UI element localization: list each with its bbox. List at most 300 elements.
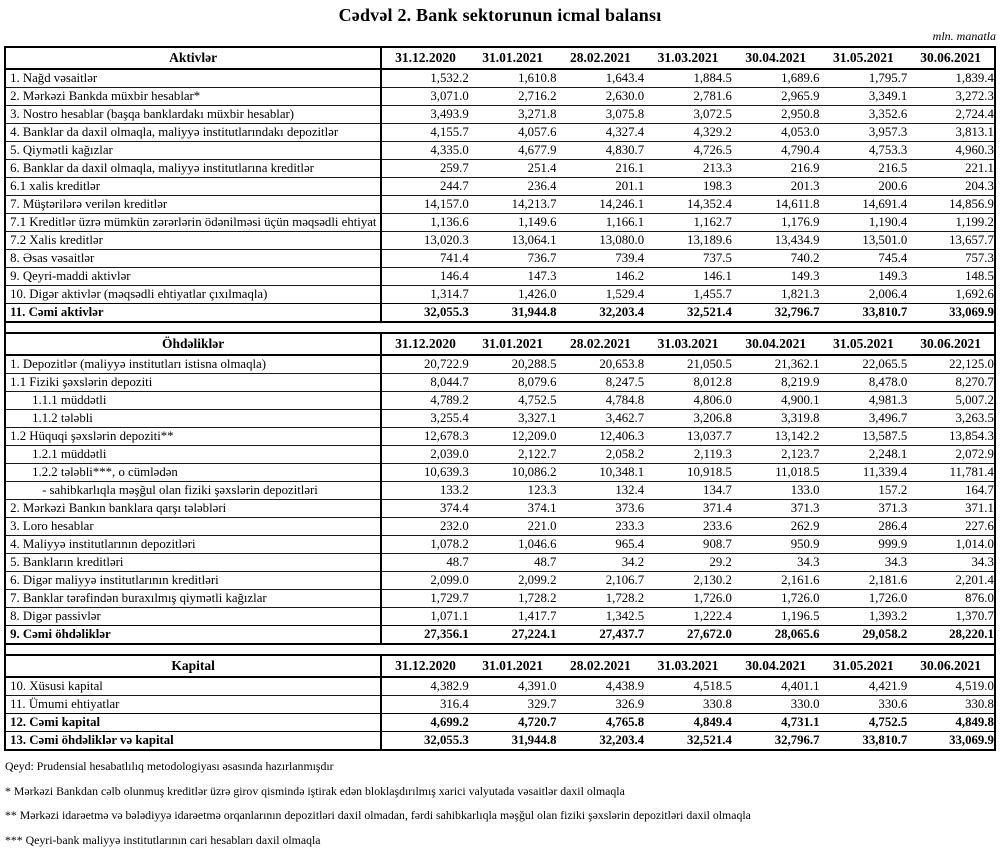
cell-value: 13,657.7	[907, 232, 995, 250]
footnote: Qeyd: Prudensial hesabatlılıq metodologiyası əsasında hazırlanmışdır	[5, 759, 334, 773]
row-label: 11. Cəmi aktivlər	[5, 304, 381, 323]
cell-value: 371.3	[820, 500, 908, 518]
cell-value: 3,263.5	[907, 410, 995, 428]
column-header: 28.02.2021	[556, 47, 644, 69]
cell-value: 8,012.8	[644, 374, 732, 392]
cell-value: 4,053.0	[732, 124, 820, 142]
cell-value: 3,319.8	[732, 410, 820, 428]
column-header: 31.01.2021	[469, 333, 557, 355]
cell-value: 10,086.2	[469, 464, 557, 482]
cell-value: 2,106.7	[556, 572, 644, 590]
cell-value: 31,944.8	[469, 732, 557, 751]
cell-value: 2,122.7	[469, 446, 557, 464]
cell-value: 4,806.0	[644, 392, 732, 410]
cell-value: 21,050.5	[644, 355, 732, 374]
cell-value: 29.2	[644, 554, 732, 572]
cell-value: 262.9	[732, 518, 820, 536]
cell-value: 4,519.0	[907, 677, 995, 696]
column-header: 31.12.2020	[381, 333, 469, 355]
table-row	[5, 482, 995, 500]
table-row	[5, 69, 995, 88]
table-row	[5, 214, 995, 232]
cell-value: 2,006.4	[820, 286, 908, 304]
cell-value: 3,496.7	[820, 410, 908, 428]
cell-value: 1,529.4	[556, 286, 644, 304]
cell-value: 3,271.8	[469, 106, 557, 124]
cell-value: 736.7	[469, 250, 557, 268]
balance-table-body	[5, 47, 995, 750]
cell-value: 32,203.4	[556, 304, 644, 323]
table-row	[5, 250, 995, 268]
cell-value: 740.2	[732, 250, 820, 268]
cell-value: 34.3	[820, 554, 908, 572]
cell-value: 326.9	[556, 696, 644, 714]
row-label: 10. Digər aktivlər (məqsədli ehtiyatlar çıxılmaqla)	[5, 286, 381, 304]
cell-value: 329.7	[469, 696, 557, 714]
cell-value: 1,149.6	[469, 214, 557, 232]
cell-value: 201.3	[732, 178, 820, 196]
cell-value: 198.3	[644, 178, 732, 196]
footnote: ** Mərkəzi idarəetmə və bələdiyyə idarəetmə orqanlarının depozitləri daxil olmadan, fərdi sahibkarlıqla məşğul olan fiziki şəxslərin depozitləri daxil olmaqla	[5, 808, 751, 823]
cell-value: 28,065.6	[732, 626, 820, 645]
cell-value: 2,716.2	[469, 88, 557, 106]
row-label: 6.1 xalis kreditlər	[5, 178, 381, 196]
cell-value: 1,071.1	[381, 608, 469, 626]
cell-value: 374.1	[469, 500, 557, 518]
section-separator	[5, 644, 995, 655]
cell-value: 2,072.9	[907, 446, 995, 464]
cell-value: 8,478.0	[820, 374, 908, 392]
cell-value: 148.5	[907, 268, 995, 286]
column-header: 31.01.2021	[469, 655, 557, 677]
cell-value: 14,213.7	[469, 196, 557, 214]
cell-value: 13,037.7	[644, 428, 732, 446]
cell-value: 1,370.7	[907, 608, 995, 626]
row-label: 2. Mərkəzi Bankda müxbir hesablar*	[5, 88, 381, 106]
table-row	[5, 304, 995, 323]
cell-value: 27,672.0	[644, 626, 732, 645]
row-label: 7. Banklar tərəfindən buraxılmış qiymətli kağızlar	[5, 590, 381, 608]
cell-value: 213.3	[644, 160, 732, 178]
table-row	[5, 160, 995, 178]
row-label: 3. Nostro hesablar (başqa banklardakı müxbir hesablar)	[5, 106, 381, 124]
cell-value: 5,007.2	[907, 392, 995, 410]
column-header: 30.04.2021	[732, 655, 820, 677]
table-row	[5, 732, 995, 751]
cell-value: 32,521.4	[644, 304, 732, 323]
cell-value: 999.9	[820, 536, 908, 554]
cell-value: 371.3	[732, 500, 820, 518]
column-header: 30.06.2021	[907, 333, 995, 355]
cell-value: 330.8	[907, 696, 995, 714]
row-label: 9. Cəmi öhdəliklər	[5, 626, 381, 645]
separator-cell	[5, 644, 995, 655]
cell-value: 4,335.0	[381, 142, 469, 160]
cell-value: 4,753.3	[820, 142, 908, 160]
cell-value: 8,247.5	[556, 374, 644, 392]
row-label: 5. Bankların kreditləri	[5, 554, 381, 572]
table-row	[5, 428, 995, 446]
cell-value: 13,020.3	[381, 232, 469, 250]
row-label: 8. Digər passivlər	[5, 608, 381, 626]
cell-value: 29,058.2	[820, 626, 908, 645]
cell-value: 4,765.8	[556, 714, 644, 732]
column-header: 28.02.2021	[556, 655, 644, 677]
cell-value: 8,219.9	[732, 374, 820, 392]
cell-value: 4,720.7	[469, 714, 557, 732]
cell-value: 33,810.7	[820, 732, 908, 751]
cell-value: 4,784.8	[556, 392, 644, 410]
cell-value: 1,014.0	[907, 536, 995, 554]
cell-value: 149.3	[820, 268, 908, 286]
cell-value: 4,518.5	[644, 677, 732, 696]
cell-value: 14,352.4	[644, 196, 732, 214]
cell-value: 2,201.4	[907, 572, 995, 590]
cell-value: 221.1	[907, 160, 995, 178]
row-label: 9. Qeyri-maddi aktivlər	[5, 268, 381, 286]
cell-value: 34.3	[907, 554, 995, 572]
cell-value: 22,065.5	[820, 355, 908, 374]
cell-value: 8,270.7	[907, 374, 995, 392]
cell-value: 32,521.4	[644, 732, 732, 751]
cell-value: 13,189.6	[644, 232, 732, 250]
cell-value: 28,220.1	[907, 626, 995, 645]
cell-value: 2,781.6	[644, 88, 732, 106]
cell-value: 33,069.9	[907, 732, 995, 751]
table-row	[5, 677, 995, 696]
row-label: 1. Depozitlər (maliyyə institutları istisna olmaqla)	[5, 355, 381, 374]
cell-value: 2,248.1	[820, 446, 908, 464]
table-row	[5, 714, 995, 732]
column-header: 30.06.2021	[907, 655, 995, 677]
cell-value: 1,342.5	[556, 608, 644, 626]
table-row	[5, 518, 995, 536]
cell-value: 1,176.9	[732, 214, 820, 232]
cell-value: 1,726.0	[644, 590, 732, 608]
cell-value: 227.6	[907, 518, 995, 536]
row-label: 1.2.1 müddətli	[5, 446, 381, 464]
row-label: 10. Xüsusi kapital	[5, 677, 381, 696]
table-row	[5, 392, 995, 410]
table-row	[5, 106, 995, 124]
cell-value: 20,653.8	[556, 355, 644, 374]
cell-value: 1,222.4	[644, 608, 732, 626]
column-header: 30.04.2021	[732, 333, 820, 355]
cell-value: 27,437.7	[556, 626, 644, 645]
row-label: 1.2 Hüquqi şəxslərin depoziti**	[5, 428, 381, 446]
cell-value: 14,691.4	[820, 196, 908, 214]
cell-value: 11,018.5	[732, 464, 820, 482]
cell-value: 1,610.8	[469, 69, 557, 88]
cell-value: 27,224.1	[469, 626, 557, 645]
cell-value: 2,099.0	[381, 572, 469, 590]
cell-value: 20,288.5	[469, 355, 557, 374]
cell-value: 374.4	[381, 500, 469, 518]
cell-value: 1,884.5	[644, 69, 732, 88]
table-row	[5, 232, 995, 250]
cell-value: 2,950.8	[732, 106, 820, 124]
cell-value: 757.3	[907, 250, 995, 268]
cell-value: 251.4	[469, 160, 557, 178]
cell-value: 132.4	[556, 482, 644, 500]
cell-value: 4,329.2	[644, 124, 732, 142]
cell-value: 4,830.7	[556, 142, 644, 160]
cell-value: 745.4	[820, 250, 908, 268]
row-label: 7.2 Xalis kreditlər	[5, 232, 381, 250]
cell-value: 4,382.9	[381, 677, 469, 696]
cell-value: 3,462.7	[556, 410, 644, 428]
table-row	[5, 124, 995, 142]
separator-cell	[5, 322, 995, 333]
column-header: 31.01.2021	[469, 47, 557, 69]
cell-value: 1,728.2	[556, 590, 644, 608]
cell-value: 11,781.4	[907, 464, 995, 482]
cell-value: 4,155.7	[381, 124, 469, 142]
cell-value: 1,393.2	[820, 608, 908, 626]
cell-value: 233.3	[556, 518, 644, 536]
cell-value: 4,849.4	[644, 714, 732, 732]
cell-value: 259.7	[381, 160, 469, 178]
cell-value: 31,944.8	[469, 304, 557, 323]
row-label: 12. Cəmi kapital	[5, 714, 381, 732]
cell-value: 4,057.6	[469, 124, 557, 142]
cell-value: 146.1	[644, 268, 732, 286]
row-label: 5. Qiymətli kağızlar	[5, 142, 381, 160]
cell-value: 13,080.0	[556, 232, 644, 250]
cell-value: 3,493.9	[381, 106, 469, 124]
column-header: 31.05.2021	[820, 655, 908, 677]
cell-value: 34.2	[556, 554, 644, 572]
cell-value: 1,839.4	[907, 69, 995, 88]
cell-value: 2,039.0	[381, 446, 469, 464]
cell-value: 21,362.1	[732, 355, 820, 374]
cell-value: 232.0	[381, 518, 469, 536]
cell-value: 14,611.8	[732, 196, 820, 214]
column-header: 31.03.2021	[644, 655, 732, 677]
cell-value: 10,918.5	[644, 464, 732, 482]
cell-value: 3,352.6	[820, 106, 908, 124]
cell-value: 371.1	[907, 500, 995, 518]
cell-value: 1,199.2	[907, 214, 995, 232]
cell-value: 1,314.7	[381, 286, 469, 304]
cell-value: 1,455.7	[644, 286, 732, 304]
cell-value: 2,119.3	[644, 446, 732, 464]
cell-value: 12,678.3	[381, 428, 469, 446]
cell-value: 4,789.2	[381, 392, 469, 410]
cell-value: 1,795.7	[820, 69, 908, 88]
table-row	[5, 196, 995, 214]
cell-value: 32,203.4	[556, 732, 644, 751]
table-row	[5, 268, 995, 286]
cell-value: 10,639.3	[381, 464, 469, 482]
cell-value: 22,125.0	[907, 355, 995, 374]
table-row	[5, 446, 995, 464]
table-row	[5, 536, 995, 554]
cell-value: 133.2	[381, 482, 469, 500]
cell-value: 1,532.2	[381, 69, 469, 88]
table-row	[5, 554, 995, 572]
cell-value: 3,272.3	[907, 88, 995, 106]
column-header: 31.12.2020	[381, 655, 469, 677]
cell-value: 4,900.1	[732, 392, 820, 410]
table-row	[5, 142, 995, 160]
cell-value: 157.2	[820, 482, 908, 500]
cell-value: 3,206.8	[644, 410, 732, 428]
table-row	[5, 355, 995, 374]
cell-value: 741.4	[381, 250, 469, 268]
cell-value: 1,689.6	[732, 69, 820, 88]
cell-value: 4,849.8	[907, 714, 995, 732]
cell-value: 244.7	[381, 178, 469, 196]
row-label: 4. Banklar da daxil olmaqla, maliyyə institutlarındakı depozitlər	[5, 124, 381, 142]
cell-value: 216.5	[820, 160, 908, 178]
cell-value: 233.6	[644, 518, 732, 536]
cell-value: 20,722.9	[381, 355, 469, 374]
cell-value: 1,190.4	[820, 214, 908, 232]
cell-value: 3,255.4	[381, 410, 469, 428]
cell-value: 1,136.6	[381, 214, 469, 232]
row-label: 1.1 Fiziki şəxslərin depoziti	[5, 374, 381, 392]
cell-value: 11,339.4	[820, 464, 908, 482]
cell-value: 14,856.9	[907, 196, 995, 214]
cell-value: 201.1	[556, 178, 644, 196]
cell-value: 14,246.1	[556, 196, 644, 214]
table-row	[5, 590, 995, 608]
table-row	[5, 410, 995, 428]
footnote: * Mərkəzi Bankdan cəlb olunmuş kreditlər üzrə girov qismində iştirak edən bloklaşdırılmış xarici valyutada vəsaitlər daxil olmaqla	[5, 783, 625, 798]
column-header: 30.04.2021	[732, 47, 820, 69]
cell-value: 8,079.6	[469, 374, 557, 392]
cell-value: 1,643.4	[556, 69, 644, 88]
cell-value: 146.4	[381, 268, 469, 286]
cell-value: 13,587.5	[820, 428, 908, 446]
section-separator	[5, 322, 995, 333]
table-row	[5, 696, 995, 714]
cell-value: 4,726.5	[644, 142, 732, 160]
cell-value: 34.3	[732, 554, 820, 572]
row-label: 7. Müştərilərə verilən kreditlər	[5, 196, 381, 214]
row-label: 1.1.2 tələbli	[5, 410, 381, 428]
cell-value: 32,796.7	[732, 304, 820, 323]
cell-value: 737.5	[644, 250, 732, 268]
cell-value: 13,501.0	[820, 232, 908, 250]
section-title: Öhdəliklər	[5, 333, 381, 355]
cell-value: 2,965.9	[732, 88, 820, 106]
cell-value: 3,957.3	[820, 124, 908, 142]
table-row	[5, 626, 995, 645]
cell-value: 32,796.7	[732, 732, 820, 751]
table-row	[5, 572, 995, 590]
cell-value: 4,677.9	[469, 142, 557, 160]
cell-value: 134.7	[644, 482, 732, 500]
cell-value: 1,078.2	[381, 536, 469, 554]
cell-value: 221.0	[469, 518, 557, 536]
footnote: *** Qeyri-bank maliyyə institutlarının cari hesabları daxil olmaqla	[5, 833, 321, 848]
cell-value: 330.0	[732, 696, 820, 714]
cell-value: 1,726.0	[732, 590, 820, 608]
column-header: 31.05.2021	[820, 47, 908, 69]
cell-value: 12,209.0	[469, 428, 557, 446]
cell-value: 316.4	[381, 696, 469, 714]
unit-label: mln. manatla	[932, 29, 996, 43]
section-header-row	[5, 47, 995, 69]
row-label: 2. Mərkəzi Bankın banklara qarşı tələbləri	[5, 500, 381, 518]
cell-value: 33,810.7	[820, 304, 908, 323]
cell-value: 4,401.1	[732, 677, 820, 696]
cell-value: 32,055.3	[381, 304, 469, 323]
cell-value: 4,790.4	[732, 142, 820, 160]
cell-value: 2,099.2	[469, 572, 557, 590]
cell-value: 14,157.0	[381, 196, 469, 214]
cell-value: 4,421.9	[820, 677, 908, 696]
cell-value: 146.2	[556, 268, 644, 286]
cell-value: 123.3	[469, 482, 557, 500]
cell-value: 216.9	[732, 160, 820, 178]
cell-value: 286.4	[820, 518, 908, 536]
cell-value: 1,728.2	[469, 590, 557, 608]
cell-value: 200.6	[820, 178, 908, 196]
cell-value: 4,699.2	[381, 714, 469, 732]
cell-value: 371.4	[644, 500, 732, 518]
cell-value: 4,960.3	[907, 142, 995, 160]
row-label: 1.1.1 müddətli	[5, 392, 381, 410]
cell-value: 147.3	[469, 268, 557, 286]
cell-value: 10,348.1	[556, 464, 644, 482]
row-label: - sahibkarlıqla məşğul olan fiziki şəxslərin depozitləri	[5, 482, 381, 500]
cell-value: 1,046.6	[469, 536, 557, 554]
cell-value: 1,426.0	[469, 286, 557, 304]
cell-value: 2,130.2	[644, 572, 732, 590]
page-title: Cədvəl 2. Bank sektorunun icmal balansı	[338, 5, 662, 25]
row-label: 13. Cəmi öhdəliklər və kapital	[5, 732, 381, 751]
cell-value: 739.4	[556, 250, 644, 268]
row-label: 6. Banklar da daxil olmaqla, maliyyə institutlarına kreditlər	[5, 160, 381, 178]
column-header: 31.12.2020	[381, 47, 469, 69]
cell-value: 4,752.5	[820, 714, 908, 732]
cell-value: 3,327.1	[469, 410, 557, 428]
cell-value: 1,196.5	[732, 608, 820, 626]
cell-value: 216.1	[556, 160, 644, 178]
section-title: Kapital	[5, 655, 381, 677]
table-row	[5, 608, 995, 626]
section-header-row	[5, 333, 995, 355]
cell-value: 1,417.7	[469, 608, 557, 626]
column-header: 31.03.2021	[644, 47, 732, 69]
cell-value: 32,055.3	[381, 732, 469, 751]
cell-value: 1,726.0	[820, 590, 908, 608]
cell-value: 3,071.0	[381, 88, 469, 106]
cell-value: 876.0	[907, 590, 995, 608]
row-label: 4. Maliyyə institutlarının depozitləri	[5, 536, 381, 554]
cell-value: 149.3	[732, 268, 820, 286]
table-row	[5, 374, 995, 392]
cell-value: 4,327.4	[556, 124, 644, 142]
cell-value: 4,438.9	[556, 677, 644, 696]
cell-value: 1,692.6	[907, 286, 995, 304]
column-header: 30.06.2021	[907, 47, 995, 69]
cell-value: 164.7	[907, 482, 995, 500]
cell-value: 330.8	[644, 696, 732, 714]
row-label: 1. Nağd vəsaitlər	[5, 69, 381, 88]
cell-value: 3,813.1	[907, 124, 995, 142]
cell-value: 3,075.8	[556, 106, 644, 124]
cell-value: 2,058.2	[556, 446, 644, 464]
cell-value: 4,391.0	[469, 677, 557, 696]
cell-value: 13,142.2	[732, 428, 820, 446]
cell-value: 2,724.4	[907, 106, 995, 124]
table-row	[5, 500, 995, 518]
cell-value: 965.4	[556, 536, 644, 554]
